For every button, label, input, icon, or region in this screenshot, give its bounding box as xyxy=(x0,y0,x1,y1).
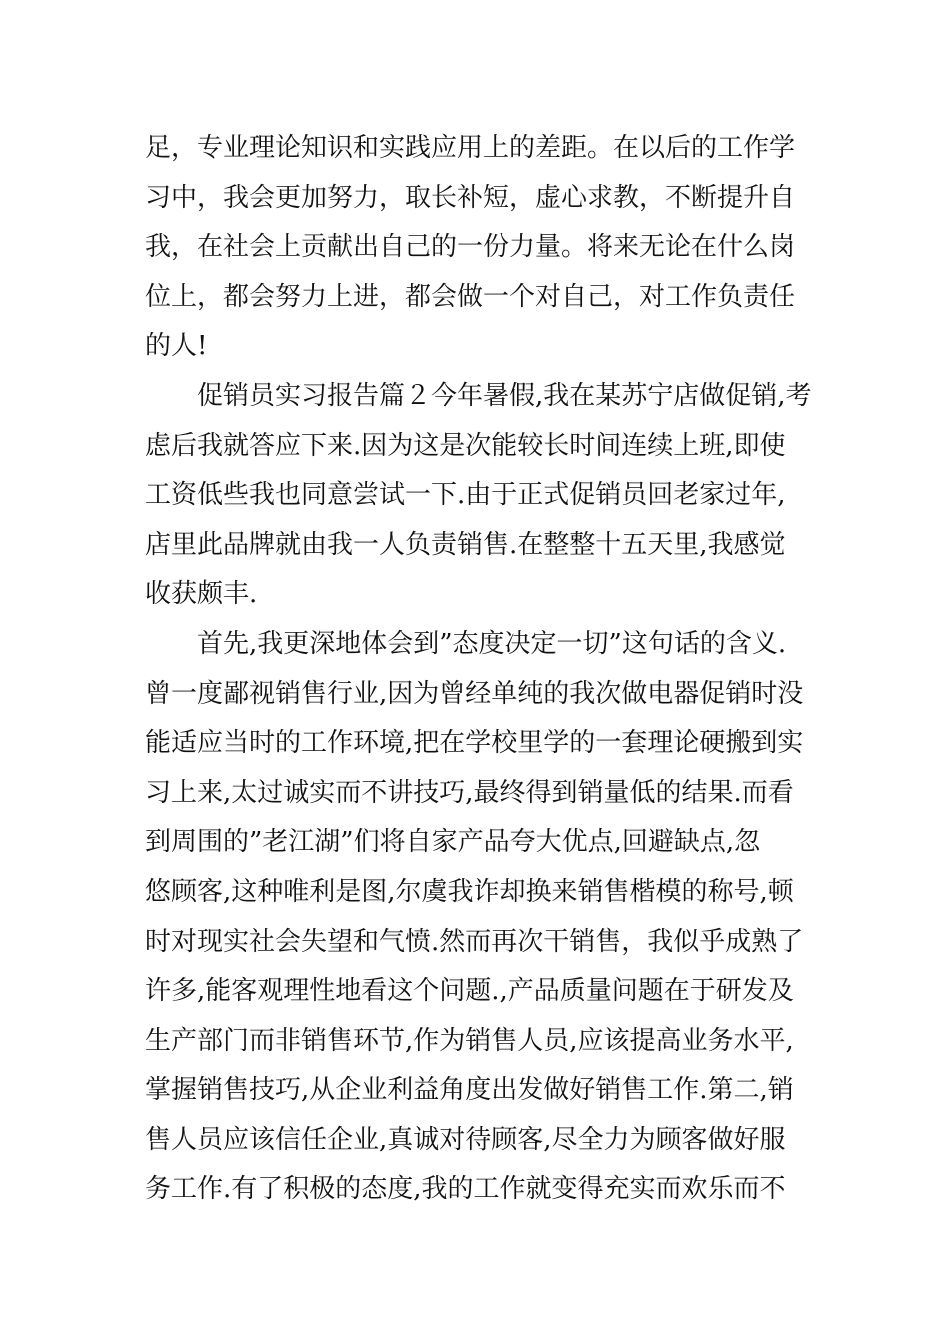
text-line: 的人! xyxy=(145,331,208,362)
text-line: 工资低些我也同意尝试一下.由于正式促销员回老家过年, xyxy=(145,480,786,511)
text-line: 收获颇丰. xyxy=(145,579,258,610)
text-line: 到周围的”老江湖”们将自家产品夸大优点,回避缺点,忽 xyxy=(145,827,761,858)
paragraph-3 xyxy=(145,620,810,1215)
text-line: 掌握销售技巧,从企业利益角度出发做好销售工作.第二,销 xyxy=(145,1075,794,1106)
text-line: 悠顾客,这种唯利是图,尔虞我诈却换来销售楷模的称号,顿 xyxy=(145,876,794,907)
paragraph-1 xyxy=(145,124,810,372)
paragraph-2 xyxy=(145,372,810,620)
text-line: 售人员应该信任企业,真诚对待顾客,尽全力为顾客做好服 xyxy=(145,1124,786,1155)
text-line: 务工作.有了积极的态度,我的工作就变得充实而欢乐而不 xyxy=(145,1174,786,1205)
text-line: 习中，我会更加努力，取长补短，虚心求教，不断提升自 xyxy=(145,182,796,213)
body-text xyxy=(145,124,810,1215)
text-line: 位上，都会努力上进，都会做一个对自己，对工作负责任 xyxy=(145,281,796,312)
text-line: 促销员实习报告篇２今年暑假,我在某苏宁店做促销,考 xyxy=(197,380,812,411)
text-line: 习上来,太过诚实而不讲技巧,最终得到销量低的结果.而看 xyxy=(145,777,794,808)
text-line: 虑后我就答应下来.因为这是次能较长时间连续上班,即使 xyxy=(145,430,786,461)
text-line: 曾一度鄙视销售行业,因为曾经单纯的我次做电器促销时没 xyxy=(145,678,804,709)
text-line: 店里此品牌就由我一人负责销售.在整整十五天里,我感觉 xyxy=(145,529,786,560)
text-line: 生产部门而非销售环节,作为销售人员,应该提高业务水平, xyxy=(145,1025,794,1056)
text-line: 足，专业理论知识和实践应用上的差距。在以后的工作学 xyxy=(145,133,796,163)
text-line: 我，在社会上贡献出自己的一份力量。将来无论在什么岗 xyxy=(145,232,796,263)
text-line: 时对现实社会失望和气愤.然而再次干销售，我似乎成熟了 xyxy=(145,926,804,957)
text-line: 首先,我更深地体会到”态度决定一切”这句话的含义. xyxy=(197,628,787,659)
text-line: 许多,能客观理性地看这个问题.,产品质量问题在于研发及 xyxy=(145,976,794,1007)
text-line: 能适应当时的工作环境,把在学校里学的一套理论硬搬到实 xyxy=(145,728,804,759)
